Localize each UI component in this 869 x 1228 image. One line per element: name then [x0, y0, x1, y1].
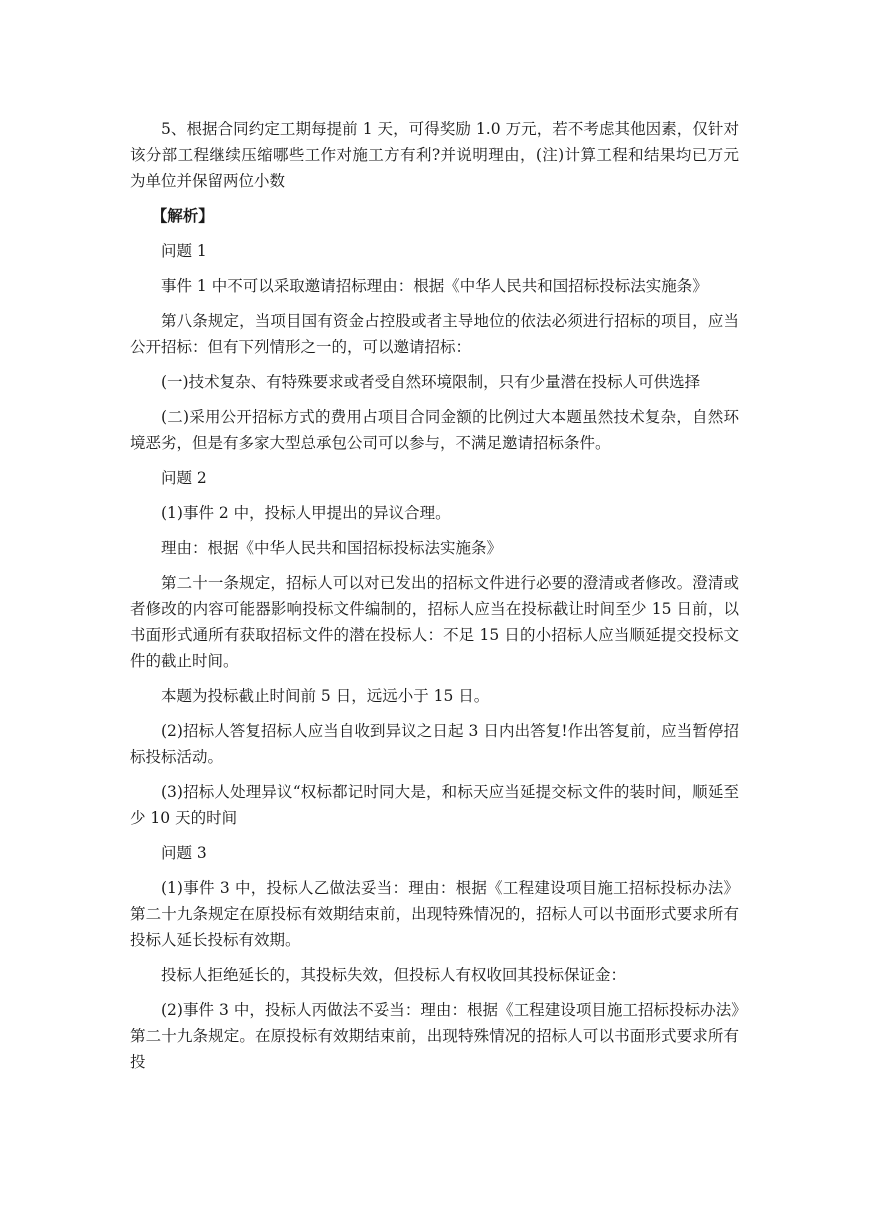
analysis-heading: 【解析】: [151, 206, 214, 225]
paragraph: (1)事件 2 中，投标人甲提出的异议合理。: [161, 504, 451, 522]
paragraph: (2)招标人答复招标人应当自收到异议之日起 3 日内出答复!作出答复前，应当暂停招标投标活动。: [130, 722, 739, 766]
paragraph: 第八条规定，当项目国有资金占控股或者主导地位的依法必须进行招标的项目，应当公开招标：但有下列情形之一的，可以邀请招标：: [130, 312, 739, 356]
paragraph: (1)事件 3 中，投标人乙做法妥当：理由：根据《工程建设项目施工招标投标办法》第二十九条规定在原投标有效期结束前，出现特殊情况的，招标人可以书面形式要求所有投标人延长投标有效期。: [130, 879, 739, 949]
paragraph: (3)招标人处理异议“权标都记时同大是，和标天应当延提交标文件的装时间，顺延至少 10 天的时间: [130, 783, 739, 827]
paragraph: 投标人拒绝延长的，其投标失效，但投标人有权收回其投标保证金：: [161, 966, 627, 984]
paragraph: (一)技术复杂、有特殊要求或者受自然环境限制，只有少量潜在投标人可供选择: [161, 373, 701, 391]
paragraph: 事件 1 中不可以采取邀请招标理由：根据《中华人民共和国招标投标法实施条》: [161, 277, 708, 295]
paragraph: 本题为投标截止时间前 5 日，远远小于 15 日。: [161, 687, 490, 705]
paragraph: (2)事件 3 中，投标人丙做法不妥当：理由：根据《工程建设项目施工招标投标办法》第二十九条规定。在原投标有效期结束前，出现特殊情况的招标人可以书面形式要求所有投: [130, 1001, 739, 1071]
paragraph: (二)采用公开招标方式的费用占项目合同金额的比例过大本题虽然技术复杂，自然环境恶劣，但是有多家大型总承包公司可以参与，不满足邀请招标条件。: [130, 408, 739, 452]
paragraph: 第二十一条规定，招标人可以对已发出的招标文件进行必要的澄清或者修改。澄清或者修改的内容可能器影响投标文件编制的，招标人应当在投标截让时间至少 15 日前，以书面形式通所有获取招标文件的潜在投标人：不足 15 日的小招标人应当顺延提交投标文件的截止时间。: [130, 574, 739, 670]
document-page: [130, 116, 739, 1084]
paragraph: 理由：根据《中华人民共和国招标投标法实施条》: [161, 539, 503, 557]
question-3-heading: 问题 3: [161, 844, 207, 862]
question-5-paragraph: 5、根据合同约定工期每提前 1 天，可得奖励 1.0 万元，若不考虑其他因素，仅针对该分部工程继续压缩哪些工作对施工方有利?并说明理由，(注)计算工程和结果均已万元为单位并保留两位小数: [130, 120, 739, 190]
question-1-heading: 问题 1: [161, 242, 207, 260]
question-2-heading: 问题 2: [161, 469, 207, 487]
